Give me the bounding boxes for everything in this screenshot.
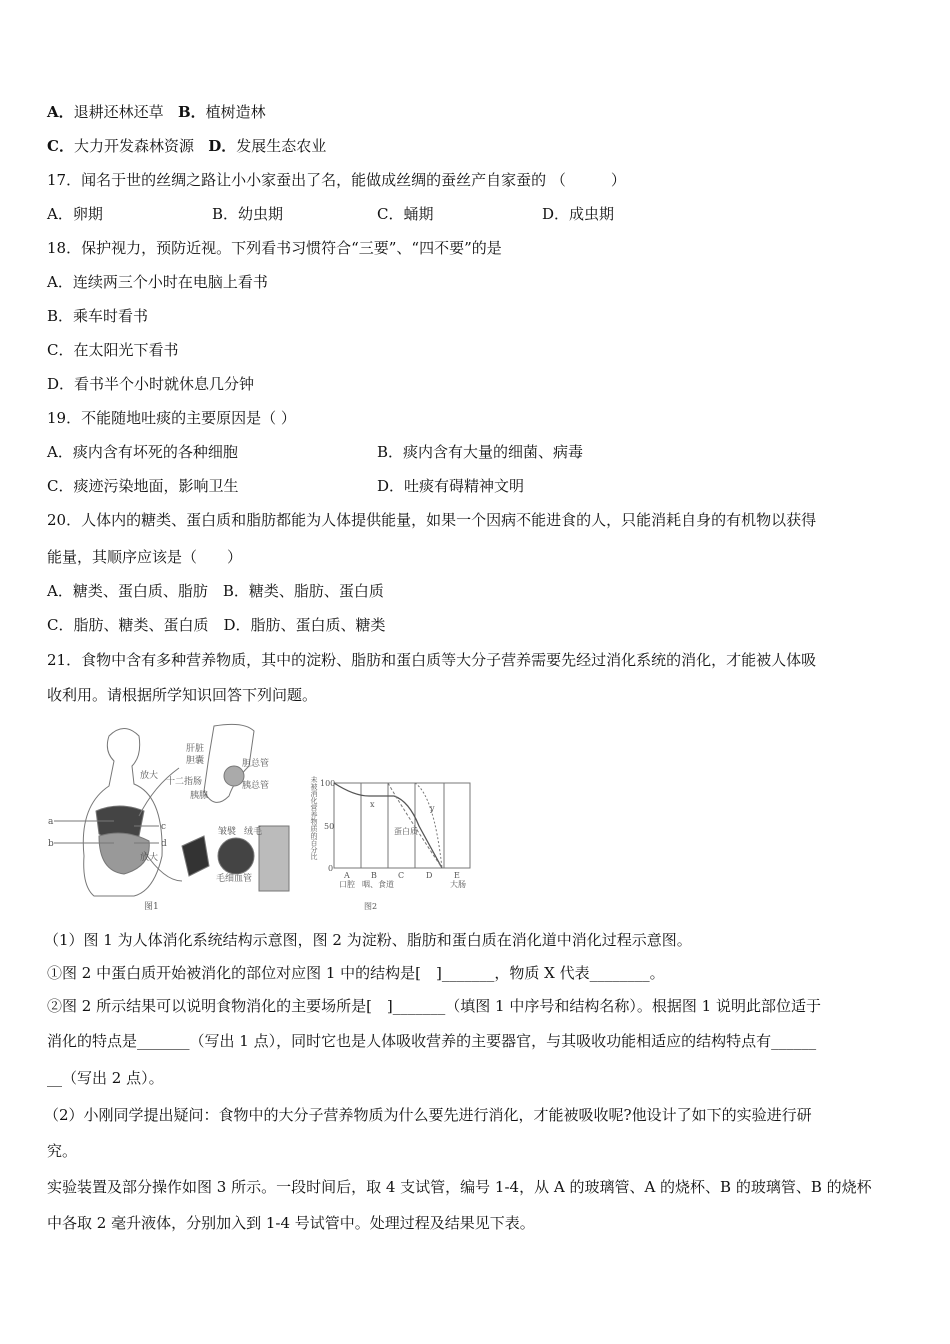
q21-part1-question2-line2: 消化的特点是_______（写出 1 点），同时它也是人体吸收营养的主要器官，与其吸收功能相适应的结构特点有______ xyxy=(47,1032,817,1050)
label-y: y xyxy=(430,804,435,813)
chart-y-axis-label: 未被消化营养物质的百分比 xyxy=(310,776,318,860)
section-d: D xyxy=(426,871,433,880)
q21-part1-question2-line3: __（写出 2 点）。 xyxy=(47,1069,164,1087)
q19-option-d: D．吐痰有碍精神文明 xyxy=(377,477,525,495)
label-b: b xyxy=(48,839,54,849)
tick-0: 0 xyxy=(328,864,334,873)
label-villi: 绒毛 xyxy=(244,827,263,837)
q21-part2-line3: 实验装置及部分操作如图 3 所示。一段时间后，取 4 支试管，编号 1-4，从 A 的玻璃管、A 的烧杯、B 的玻璃管、B 的烧杯 xyxy=(47,1178,872,1196)
label-enlarge-2: 放大 xyxy=(140,853,159,863)
q17-option-d: D．成虫期 xyxy=(542,205,615,223)
label-liver: 肝脏 xyxy=(186,744,205,754)
q18-option-a: A．连续两三个小时在电脑上看书 xyxy=(47,273,268,291)
option-label: A． xyxy=(47,103,74,121)
q20-stem-line2: 能量，其顺序应该是（ ） xyxy=(47,548,243,566)
q18-option-b: B．乘车时看书 xyxy=(47,307,149,325)
q20-options-ab: A．糖类、蛋白质、脂肪 B．糖类、脂肪、蛋白质 xyxy=(47,582,384,600)
q16-option-c: 大力开发森林资源 xyxy=(73,137,194,155)
option-label: D． xyxy=(208,137,237,155)
option-label: C． xyxy=(47,137,74,155)
label-enlarge-1: 放大 xyxy=(140,771,159,781)
label-large-intestine: 大肠 xyxy=(450,880,466,889)
q19-stem: 19．不能随地吐痰的主要原因是（ ） xyxy=(47,409,296,427)
q18-option-c: C．在太阳光下看书 xyxy=(47,341,179,359)
tick-100: 100 xyxy=(320,779,336,788)
q21-part1-question1: ①图 2 中蛋白质开始被消化的部位对应图 1 中的结构是[ ]_______，物质 X 代表________。 xyxy=(47,964,665,982)
section-c: C xyxy=(398,871,405,880)
q17-option-c: C．蛹期 xyxy=(377,205,434,223)
q16-options-ab xyxy=(47,102,266,122)
label-gallbladder: 胆囊 xyxy=(186,756,205,766)
label-bile-duct: 胆总管 xyxy=(242,759,270,769)
q21-part1-question2-line1: ②图 2 所示结果可以说明食物消化的主要场所是[ ]_______（填图 1 中序号和结构名称）。根据图 1 说明此部位适于 xyxy=(47,997,821,1015)
q18-stem: 18．保护视力，预防近视。下列看书习惯符合“三要”、“四不要”的是 xyxy=(47,239,502,257)
label-duodenum: 十二指肠 xyxy=(166,777,203,787)
q21-stem-line2: 收利用。请根据所学知识回答下列问题。 xyxy=(47,686,318,704)
label-a: a xyxy=(48,817,54,827)
label-pancreatic-duct: 胰总管 xyxy=(242,781,270,791)
section-a: A xyxy=(344,871,350,880)
tick-50: 50 xyxy=(324,822,335,831)
q20-stem-line1: 20．人体内的糖类、蛋白质和脂肪都能为人体提供能量，如果一个因病不能进食的人，只能消耗自身的有机物以获得 xyxy=(47,511,817,529)
q21-part1-intro: （1）图 1 为人体消化系统结构示意图，图 2 为淀粉、脂肪和蛋白质在消化道中消化过程示意图。 xyxy=(44,931,692,949)
figure-2-caption: 图2 xyxy=(364,902,378,911)
q16-option-a: 退耕还林还草 xyxy=(73,103,164,121)
label-fold: 皱襞 xyxy=(218,827,237,837)
q19-option-a: A．痰内含有坏死的各种细胞 xyxy=(47,443,238,461)
section-e: E xyxy=(454,871,460,880)
villi-drawing xyxy=(259,826,289,891)
figure-1-caption: 图1 xyxy=(144,902,159,912)
q21-part2-line4: 中各取 2 毫升液体，分别加入到 1-4 号试管中。处理过程及结果见下表。 xyxy=(47,1214,535,1232)
q19-option-c: C．痰迹污染地面，影响卫生 xyxy=(47,477,239,495)
q20-options-cd: C．脂肪、糖类、蛋白质 D．脂肪、蛋白质、糖类 xyxy=(47,616,386,634)
q21-stem-line1: 21．食物中含有多种营养物质，其中的淀粉、脂肪和蛋白质等大分子营养需要先经过消化系统的消化，才能被人体吸 xyxy=(47,651,817,669)
q16-options-cd xyxy=(47,136,326,156)
label-d: d xyxy=(161,839,167,849)
section-b: B xyxy=(371,871,377,880)
chart-frame xyxy=(334,783,470,868)
villi-crosssection xyxy=(218,838,254,874)
figure-1 xyxy=(54,724,289,896)
q19-option-b: B．痰内含有大量的细菌、病毒 xyxy=(377,443,584,461)
label-capillary: 毛细血管 xyxy=(216,874,253,884)
q17-option-b: B．幼虫期 xyxy=(212,205,284,223)
label-protein: 蛋白质 xyxy=(394,827,418,836)
q18-option-d: D．看书半个小时就休息几分钟 xyxy=(47,375,255,393)
intestine-section-drawing xyxy=(182,836,209,876)
figure-2-chart xyxy=(310,775,470,911)
q17-stem: 17．闻名于世的丝绸之路让小小家蚕出了名，能做成丝绸的蚕丝产自家蚕的 （ ） xyxy=(47,171,626,189)
q21-part2-line1: （2）小刚同学提出疑问：食物中的大分子营养物质为什么要先进行消化，才能被吸收呢?他设计了如下的实验进行研 xyxy=(44,1106,812,1124)
label-c: c xyxy=(161,822,167,832)
q16-option-b: 植树造林 xyxy=(205,103,266,121)
label-pancreas: 胰腺 xyxy=(190,791,209,801)
option-label: B． xyxy=(177,103,206,121)
label-pharynx: 咽、食道 xyxy=(362,880,394,889)
label-mouth: 口腔 xyxy=(339,880,355,889)
digestive-system-figure xyxy=(44,716,484,914)
label-x: x xyxy=(370,800,375,809)
q16-option-d: 发展生态农业 xyxy=(236,137,327,155)
q21-part2-line2: 究。 xyxy=(47,1142,78,1160)
q17-option-a: A．卵期 xyxy=(47,205,103,223)
